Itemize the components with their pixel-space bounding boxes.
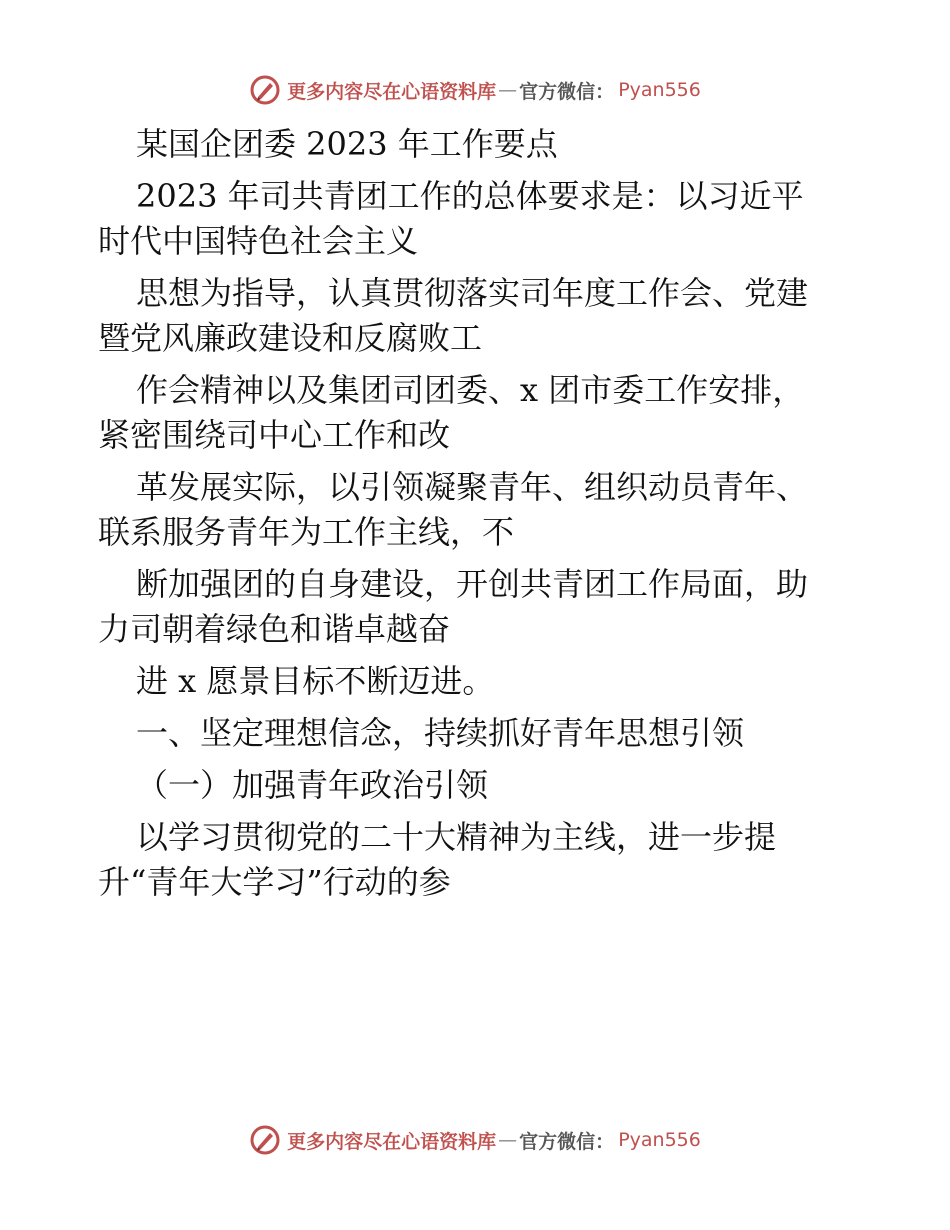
- doc-title: [98, 122, 868, 167]
- line: 断加强团的自身建设，开创共青团工作局面，助: [136, 565, 809, 603]
- line: 2023 年司共青团工作的总体要求是：以习近平: [136, 177, 804, 215]
- line: （一）加强青年政治引领: [136, 766, 489, 804]
- watermark-wechat-id: Pyan556: [618, 79, 701, 101]
- line: 以学习贯彻党的二十大精神为主线，进一步提: [136, 818, 777, 856]
- line: 思想为指导，认真贯彻落实司年度工作会、党建: [136, 274, 809, 312]
- watermark-dash: —: [498, 79, 518, 101]
- watermark-sub-text: 官方微信：: [519, 1130, 615, 1153]
- watermark-sub-text: 官方微信：: [519, 80, 615, 103]
- line: 暨党风廉政建设和反腐败工: [98, 319, 483, 357]
- line: 联系服务青年为工作主线，不: [98, 513, 515, 551]
- line: 进 x 愿景目标不断迈进。: [136, 662, 495, 700]
- watermark-header: [0, 74, 950, 106]
- paragraph: [98, 174, 868, 264]
- line: 紧密围绕司中心工作和改: [98, 416, 451, 454]
- paragraph: [98, 562, 868, 652]
- line: 革发展实际，以引领凝聚青年、组织动员青年、: [136, 468, 809, 506]
- pen-logo-icon: [249, 1124, 281, 1156]
- paragraph: [98, 368, 868, 458]
- watermark-wechat-id: Pyan556: [618, 1129, 701, 1151]
- line: 作会精神以及集团司团委、x 团市委工作安排，: [136, 371, 805, 409]
- paragraph: [98, 659, 868, 704]
- document-body: [98, 122, 868, 912]
- paragraph: [98, 271, 868, 361]
- line: 升“青年大学习”行动的参: [98, 863, 451, 901]
- line: 时代中国特色社会主义: [98, 222, 419, 260]
- watermark-main-text: 更多内容尽在心语资料库: [287, 1130, 497, 1153]
- line: 某国企团委 2023 年工作要点: [136, 125, 558, 163]
- watermark-footer: [0, 1124, 950, 1156]
- pen-logo-icon: [249, 74, 281, 106]
- watermark-main-text: 更多内容尽在心语资料库: [287, 80, 497, 103]
- watermark-dash: —: [498, 1129, 518, 1151]
- section-heading: [98, 711, 868, 756]
- subsection-heading: [98, 763, 868, 808]
- paragraph: [98, 815, 868, 905]
- line: 力司朝着绿色和谐卓越奋: [98, 610, 451, 648]
- paragraph: [98, 465, 868, 555]
- line: 一、坚定理想信念，持续抓好青年思想引领: [136, 714, 745, 752]
